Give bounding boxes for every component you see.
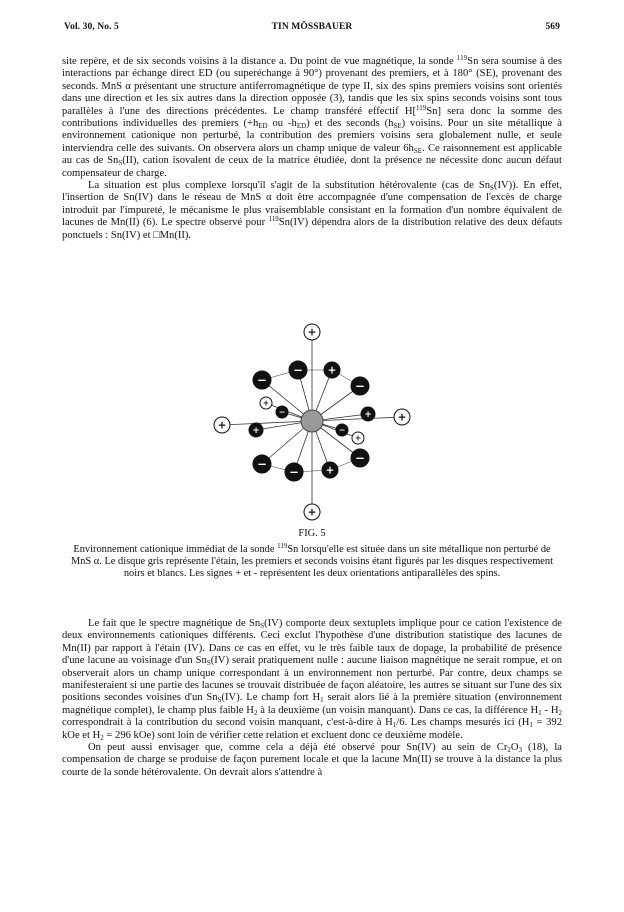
spin-sign: + <box>262 398 270 408</box>
second-neighbour-disc <box>260 397 272 409</box>
spin-sign: − <box>338 425 346 435</box>
running-title: TIN MÖSSBAUER <box>271 22 353 32</box>
spin-sign: + <box>217 419 227 432</box>
body-text-bottom <box>62 618 562 779</box>
first-neighbour-disc <box>361 407 375 421</box>
paragraph-1: site repère, et de six seconds voisins à la distance a. Du point de vue magnétique, la sonde $^{119}$Sn sera soumise à des interactions par échange direct ED (ou superéchange à 90°) provenant des premiers, et à 180° (SE), provenant des seconds. MnS α présentant une structure antiferromagnétique de type II, six des spins premiers voisins sont orientés dans une direction et les six autres dans la direction opposée (3), tandis que les six spins seconds voisins sont tous parallèles à l'une des directions précédentes. Le champ transféré effectif H[$^{119}$Sn] sera donc la somme des contributions individuelles des premiers ($+h_{ED}$ ou $-h_{ED}$) et des seconds $(h_{SE})$ voisins. Pour un site métallique à environnement cationique non perturbé, la contribution des premiers voisins sera globalement nulle, et seule interviendra celle des suivants. On observera alors un champ unique de valeur $6h_{SE}$. Ce raisonnement est applicable au cas de $Sn_S(II)$, cation isovalent de ceux de la matrice étudiée, dont la présence ne nécessite donc aucun défaut compensateur de charge. <box>62 54 563 179</box>
first-neighbour-disc <box>351 449 369 467</box>
volume-info: Vol. 30, No. 5 <box>64 22 119 32</box>
figure-caption: Environnement cationique immédiat de la sonde $^{119}$Sn lorsqu'elle est située dans un site métallique non perturbé de MnS α. Le disque gris représente l'étain, les premiers et seconds voisins étant figurés par les disques respectivement noirs et blancs. Les signes + et - représentent les deux orientations antiparallèles des spins. <box>71 542 553 580</box>
first-neighbour-disc <box>253 371 271 389</box>
paragraph-4: On peut aussi envisager que, comme cela a déjà été observé pour Sn(IV) au sein de $Cr_2O_3$ (18), la compensation de charge se produise de façon purement locale et que la lacune Mn(II) se trouve à la distance la plus courte de la sonde hétérovalente. On devrait alors s'attendre à <box>62 742 562 778</box>
second-neighbour-disc <box>214 417 230 433</box>
spin-sign: − <box>355 450 365 465</box>
first-neighbour-disc <box>324 362 340 378</box>
body-text-top <box>62 56 562 242</box>
first-neighbour-disc <box>253 455 271 473</box>
spin-sign: + <box>325 464 335 477</box>
first-neighbour-disc <box>289 361 307 379</box>
spin-sign: + <box>307 326 317 339</box>
spin-sign: − <box>257 372 267 387</box>
second-neighbour-disc <box>304 324 320 340</box>
second-neighbour-disc <box>394 409 410 425</box>
spin-sign: − <box>278 407 286 417</box>
second-neighbour-disc <box>352 432 364 444</box>
spin-sign: + <box>252 425 260 436</box>
figure-5-diagram <box>200 318 424 524</box>
spin-sign: − <box>289 464 299 479</box>
tin-probe-disc <box>301 410 323 432</box>
spin-sign: − <box>293 362 303 377</box>
spin-sign: + <box>354 433 362 443</box>
first-neighbour-disc <box>351 377 369 395</box>
spin-sign: − <box>257 456 267 471</box>
first-neighbour-disc <box>322 462 338 478</box>
spin-sign: + <box>397 411 407 424</box>
spin-sign: + <box>307 506 317 519</box>
second-neighbour-disc <box>304 504 320 520</box>
first-neighbour-disc <box>285 463 303 481</box>
spin-sign: − <box>355 378 365 393</box>
figure-label: FIG. 5 <box>298 528 326 539</box>
page-number: 569 <box>545 22 560 32</box>
spin-sign: + <box>364 409 372 420</box>
paragraph-2: La situation est plus complexe lorsqu'il s'agit de la substitution hétérovalente (cas de $Sn_S(IV)$). En effet, l'insertion de Sn(IV) dans le réseau de MnS α doit être accompagnée d'une compensation de l'excès de charge introduit par l'impureté, le mécanisme le plus vraisemblable consistant en la formation d'un nombre équivalent de lacunes de Mn(II) (6). Le spectre observé pour $^{119}$Sn(IV) dépendra alors de la distribution relative des deux défauts ponctuels : Sn(IV) et □Mn(II). <box>62 180 562 241</box>
first-neighbour-disc <box>249 423 263 437</box>
spin-sign: + <box>327 364 337 377</box>
running-header <box>64 22 560 36</box>
first-neighbour-disc <box>336 424 348 436</box>
first-neighbour-disc <box>276 406 288 418</box>
paragraph-3: Le fait que le spectre magnétique de $Sn_S(IV)$ comporte deux sextuplets implique pour ce cation l'existence de deux environnements cationiques différents. Ceci exclut l'hypothèse d'une distribution statistique des lacunes de Mn(II) par rapport à l'étain (IV). Dans ce cas en effet, vu le très faible taux de dopage, la probabilité de présence d'une lacune au voisinage d'un $Sn_S(IV)$ serait pratiquement nulle : aucune liaison magnétique ne serait rompue, et on observerait alors un champ unique correspondant à un environnement non perturbé. Par contre, deux champs se manifesteraient si une partie des lacunes se trouvait distribuée de façon aléatoire, les autres se situant sur l'une des six positions secondes voisines d'un $Sn_S(IV)$. Le champ fort $H_1$ serait alors lié à la première situation (environnement magnétique complet), le champ plus faible $H_2$ à la deuxième (un voisin manquant). Dans ce cas, la différence $H_1 - H_2$ correspondrait à la contribution du second voisin manquant, c'est-à-dire à $H_1/6$. Les champs mesurés ici ($H_1 = 392$ kOe et $H_2 = 296$ kOe) sont loin de vérifier cette relation et excluent donc ce deuxième modèle. <box>62 618 563 742</box>
